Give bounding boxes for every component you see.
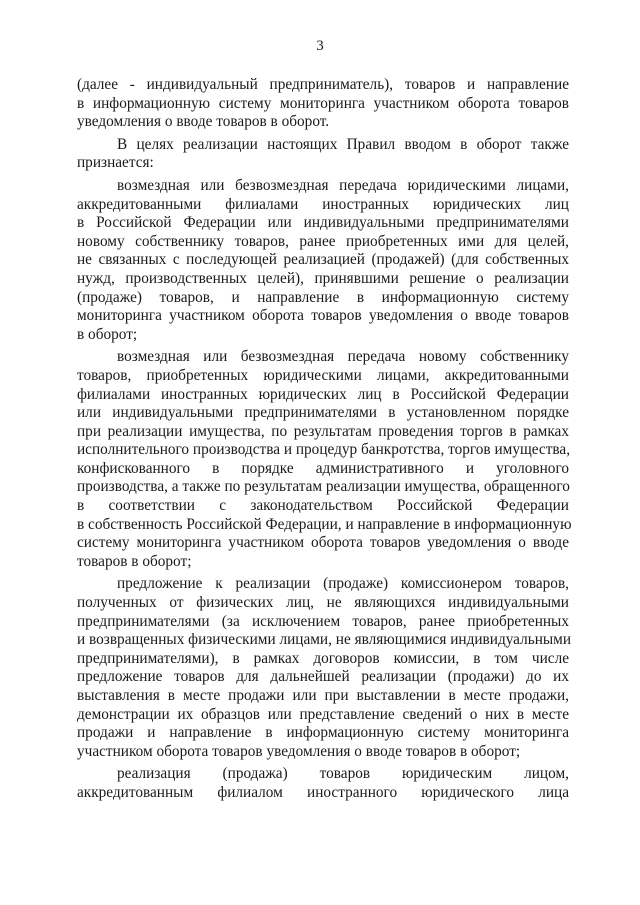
- text-line: производства, а также по результатам реализации имущества, обращенного: [77, 478, 570, 496]
- document-body: [77, 76, 572, 807]
- text-line: в оборот;: [77, 325, 138, 343]
- paragraph: [77, 76, 569, 132]
- text-line: в Российской Федерации или индивидуальными предпринимателями: [77, 214, 569, 232]
- text-line: аккредитованными филиалами иностранных юридических лиц: [77, 195, 569, 213]
- text-line: нужд, производственных целей), принявшими решение о реализации: [77, 269, 569, 287]
- text-line: (продаже) товаров, и направление в информационную систему: [77, 288, 569, 306]
- text-line: систему мониторинга участником оборота товаров уведомления о вводе: [77, 534, 569, 552]
- text-line: продажи и направление в информационную систему мониторинга: [77, 724, 569, 742]
- page-number: 3: [316, 38, 324, 54]
- paragraph: [77, 177, 569, 344]
- text-line: конфискованного в порядке административного и уголовного: [77, 459, 569, 477]
- text-line: новому собственнику товаров, ранее приобретенных ими для целей,: [77, 232, 569, 250]
- text-line: мониторинга участником оборота товаров уведомления о вводе товаров: [77, 307, 569, 325]
- text-line: В целях реализации настоящих Правил вводом в оборот также: [117, 135, 569, 153]
- text-line: аккредитованным филиалом иностранного юридического лица: [77, 783, 569, 801]
- text-line: товаров в оборот;: [77, 552, 192, 570]
- text-line: реализация (продажа) товаров юридическим лицом,: [117, 765, 569, 783]
- text-line: при реализации имущества, по результатам проведения торгов в рамках: [77, 422, 569, 440]
- text-line: полученных от физических лиц, не являющихся индивидуальными: [77, 594, 569, 612]
- text-line: (далее - индивидуальный предприниматель), товаров и направление: [77, 76, 569, 93]
- text-line: исполнительного производства и процедур банкротства, торгов имущества,: [77, 441, 571, 459]
- paragraph: [77, 765, 569, 802]
- text-line: или индивидуальными предпринимателями в установленном порядке: [77, 404, 569, 422]
- text-line: и возвращенных физическими лицами, не являющимися индивидуальными: [77, 631, 572, 649]
- text-line: филиалами иностранных юридических лиц в Российской Федерации: [77, 385, 569, 403]
- paragraph: [77, 575, 572, 761]
- text-line: в собственность Российской Федерации, и направление в информационную: [77, 515, 572, 533]
- text-line: товаров, приобретенных юридическими лицами, аккредитованными: [77, 366, 569, 384]
- paragraph: [77, 136, 569, 173]
- text-line: предложение к реализации (продаже) комиссионером товаров,: [117, 575, 569, 593]
- paragraph: [77, 348, 572, 571]
- text-line: возмездная или безвозмездная передача новому собственнику: [117, 348, 569, 366]
- text-line: выставления в месте продажи или при выставлении в месте продажи,: [77, 687, 569, 704]
- text-line: возмездная или безвозмездная передача юридическими лицами,: [117, 176, 569, 194]
- text-line: демонстрации их образцов или представление сведений о них в месте: [77, 705, 569, 723]
- text-line: в соответствии с законодательством Российской Федерации: [77, 497, 569, 515]
- text-line: признается:: [77, 154, 154, 172]
- text-line: предпринимателями), в рамках договоров комиссии, в том числе: [77, 649, 569, 667]
- text-line: не связанных с последующей реализацией (продажей) (для собственных: [77, 251, 569, 269]
- text-line: участником оборота товаров уведомления о вводе товаров в оборот;: [77, 742, 521, 760]
- text-line: предложение товаров для дальнейшей реализации (продажи) до их: [77, 668, 569, 686]
- text-line: в информационную систему мониторинга участником оборота товаров: [77, 94, 569, 112]
- text-line: уведомления о вводе товаров в оборот.: [77, 113, 330, 131]
- text-line: предпринимателями (за исключением товаров, ранее приобретенных: [77, 612, 569, 630]
